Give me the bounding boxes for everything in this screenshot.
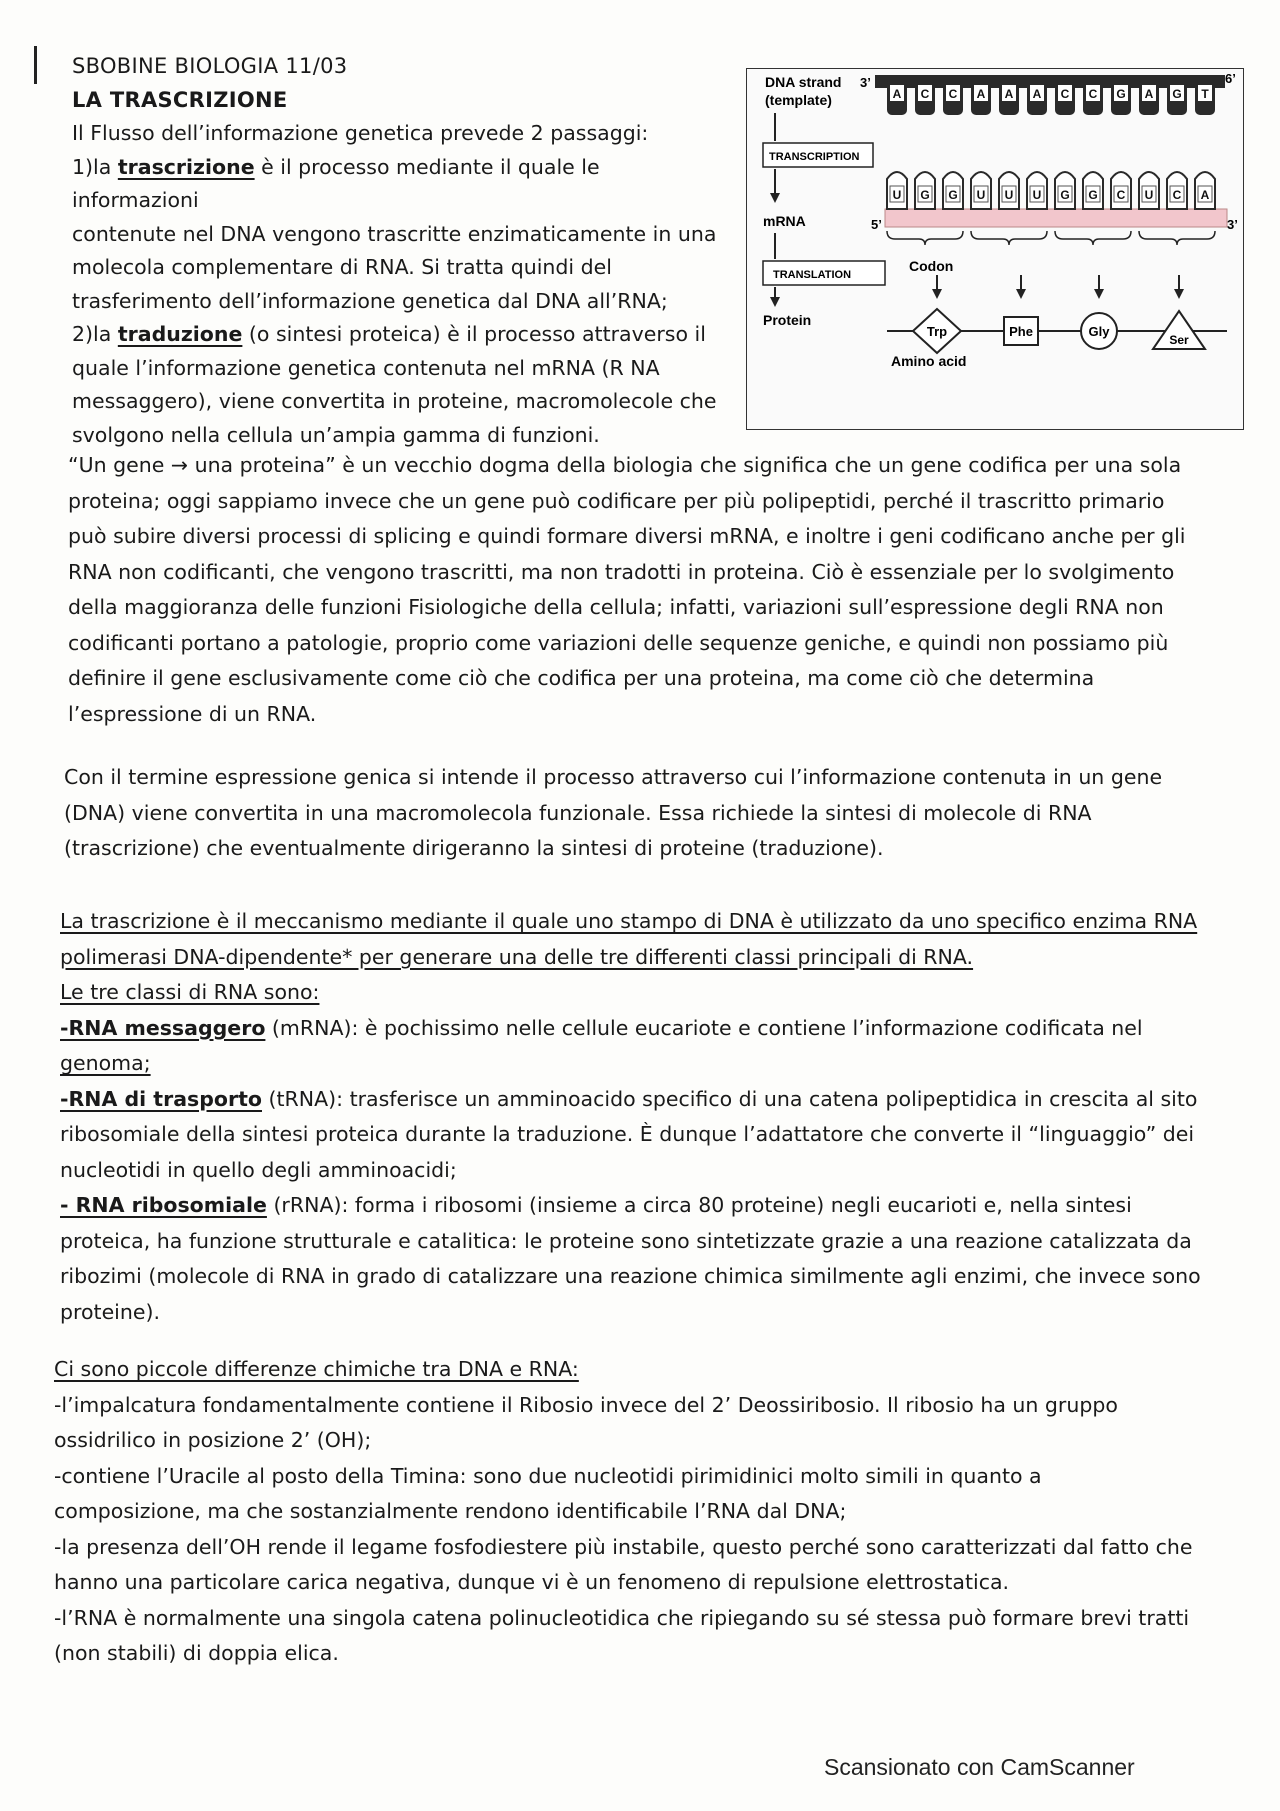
amino-acid-ser: Ser — [1169, 333, 1189, 347]
mrna-base-letter: G — [920, 188, 930, 202]
dna-base — [943, 79, 963, 115]
transcription-label: TRANSCRIPTION — [769, 151, 860, 163]
text-line: Con il termine espressione genica si intende il processo attraverso cui l’informazione contenuta in un gene — [64, 765, 1163, 789]
document-title: SBOBINE BIOLOGIA 11/03 — [72, 54, 348, 78]
dna-base-letter: C — [948, 87, 958, 101]
codon-brace — [887, 231, 963, 245]
text-line: (trascrizione) che eventualmente dirigeranno la sintesi di proteine (traduzione). — [64, 836, 884, 860]
intro-line: messaggero), viene convertita in proteine, macromolecole che — [72, 389, 717, 413]
text-line: può subire diversi processi di splicing e quindi formare diversi mRNA, e inoltre i geni codificano anche per gli — [68, 524, 1186, 548]
mrna-base — [971, 172, 991, 209]
dna-base — [1027, 79, 1047, 115]
text-line: nucleotidi in quello degli amminoacidi; — [60, 1157, 457, 1182]
dna-base-letter: C — [1088, 87, 1098, 101]
text-line: “Un gene → una proteina” è un vecchio dogma della biologia che significa che un gene codifica per una sola — [68, 453, 1182, 477]
dna-base-letter: C — [1060, 87, 1070, 101]
mrna-base-letter: C — [1116, 188, 1126, 202]
intro-line: svolgono nella cellula un’ampia gamma di funzioni. — [72, 422, 600, 447]
codon-label: Codon — [909, 258, 954, 274]
intro-line: quale l’informazione genetica contenuta nel mRNA (R NA — [72, 355, 660, 380]
mrna-base — [943, 172, 963, 209]
mrna-5-end-label: 5’ — [871, 217, 882, 232]
intro-section — [72, 50, 732, 452]
mrna-strip — [885, 209, 1227, 227]
dna-base-letter: A — [1144, 87, 1154, 101]
text-line: hanno una particolare carica negativa, dunque vi è un fenomeno di repulsione elettrostatica. — [54, 1570, 1010, 1594]
amino-acid-label: Amino acid — [891, 353, 967, 369]
codon-brace — [1139, 231, 1215, 245]
mrna-base-letter: U — [1032, 188, 1042, 202]
amino-acid-gly: Gly — [1088, 324, 1110, 339]
dna-base — [1055, 79, 1075, 115]
protein-label: Protein — [763, 312, 812, 328]
text-line: (non stabili) di doppia elica. — [54, 1641, 339, 1665]
dna-base — [999, 79, 1019, 115]
dna-base — [1195, 79, 1215, 115]
dna-base — [971, 79, 991, 115]
dna-template-label: (template) — [765, 92, 832, 108]
dna-base-letter: T — [1201, 87, 1209, 101]
mrna-label: mRNA — [763, 213, 806, 229]
mrna-bases — [887, 172, 1215, 209]
mrna-3-end-label: 3’ — [1227, 217, 1238, 232]
text-line: -contiene l’Uracile al posto della Timina: sono due nucleotidi pirimidinici molto simili in quanto a — [54, 1463, 1042, 1488]
intro-line: 1)la trascrizione è il processo mediante il quale le informazioni — [72, 154, 600, 212]
translation-label: TRANSLATION — [773, 269, 852, 281]
dna-3-end-label: 3’ — [860, 75, 871, 90]
mrna-base — [1083, 172, 1103, 209]
mrna-base-letter: U — [1004, 188, 1014, 202]
amino-acid-trp: Trp — [926, 324, 948, 339]
arrow-head-icon — [770, 297, 780, 307]
text-line: La trascrizione è il meccanismo mediante il quale uno stampo di DNA è utilizzato da uno specifico enzima RNA — [60, 909, 1198, 933]
mrna-base — [1111, 172, 1131, 209]
transcription-paragraph — [60, 904, 1220, 1330]
text-line: -RNA messaggero (mRNA): è pochissimo nelle cellule eucariote e contiene l’informazione codificata nel — [60, 1015, 1143, 1040]
dna-base-letter: G — [1172, 87, 1182, 101]
mrna-base-letter: G — [948, 188, 958, 202]
intro-line: Il Flusso dell’informazione genetica prevede 2 passaggi: — [72, 121, 649, 145]
intro-line: molecola complementare di RNA. Si tratta quindi del — [72, 255, 612, 279]
mrna-base — [1055, 172, 1075, 209]
codon-braces — [887, 231, 1215, 245]
margin-mark — [34, 46, 37, 84]
mrna-base — [999, 172, 1019, 209]
arrow-head-icon — [1094, 289, 1104, 299]
codon-brace — [971, 231, 1047, 245]
dna-base-letter: A — [1004, 87, 1014, 101]
dna-base — [1083, 79, 1103, 115]
text-line: RNA non codificanti, che vengono trascritti, ma non tradotti in proteina. Ciò è essenziale per lo svolgimento — [68, 559, 1175, 584]
gene-expression-paragraph — [64, 760, 1214, 867]
text-line: ribozimi (molecole di RNA in grado di catalizzare una reazione chimica similmente agli enzimi, che invece sono — [60, 1264, 1201, 1288]
text-line: della maggioranza delle funzioni Fisiologiche della cellula; infatti, variazioni sull’espressione degli RNA non — [68, 595, 1164, 619]
gene-dogma-paragraph — [68, 448, 1208, 732]
intro-line: trasferimento dell’informazione genetica dal DNA all’RNA; — [72, 288, 668, 313]
text-line: Ci sono piccole differenze chimiche tra DNA e RNA: — [54, 1357, 579, 1381]
scanner-watermark: Scansionato con CamScanner — [824, 1754, 1135, 1780]
text-line: -RNA di trasporto (tRNA): trasferisce un amminoacido specifico di una catena polipeptidica in crescita al sito — [60, 1086, 1198, 1111]
text-line: codificanti portano a patologie, proprio come variazioni delle sequenze geniche, e quindi non possiamo più — [68, 630, 1169, 655]
dna-base-letter: C — [920, 87, 930, 101]
arrow-head-icon — [1016, 289, 1026, 299]
intro-line: 2)la traduzione (o sintesi proteica) è il processo attraverso il — [72, 322, 706, 346]
dna-base-letter: A — [1032, 87, 1042, 101]
transcription-translation-figure — [746, 68, 1244, 430]
dna-base-letter: A — [892, 87, 902, 101]
mrna-base — [1139, 172, 1159, 209]
dna-base — [1139, 79, 1159, 115]
codon-to-amino-arrows — [932, 275, 1184, 299]
dna-base — [1111, 79, 1131, 115]
text-line: proteica, ha funzione strutturale e catalitica: le proteine sono sintetizzate grazie a una reazione catalizzata da — [60, 1228, 1192, 1253]
arrow-head-icon — [770, 193, 780, 203]
text-line: ossidrilico in posizione 2’ (OH); — [54, 1428, 372, 1452]
mrna-base-letter: U — [976, 188, 986, 202]
text-line: genoma; — [60, 1051, 151, 1075]
amino-acid-phe: Phe — [1009, 324, 1033, 339]
mrna-base-letter: G — [1060, 188, 1070, 202]
dna-base-letter: A — [976, 87, 986, 101]
text-line: - RNA ribosomiale (rRNA): forma i ribosomi (insieme a circa 80 proteine) negli eucarioti e, nella sintesi — [60, 1193, 1132, 1217]
text-line: ribosomiale della sintesi proteica durante la traduzione. È dunque l’adattatore che converte il “linguaggio” dei — [60, 1122, 1195, 1146]
dna-base — [1167, 79, 1187, 115]
arrow-head-icon — [1174, 289, 1184, 299]
mrna-base-letter: G — [1088, 188, 1098, 202]
dna-base — [915, 79, 935, 115]
intro-line: contenute nel DNA vengono trascritte enzimaticamente in una — [72, 221, 717, 246]
text-line: l’espressione di un RNA. — [68, 701, 317, 726]
dna-rna-differences-paragraph — [54, 1352, 1224, 1672]
mrna-base — [1167, 172, 1187, 209]
mrna-base — [915, 172, 935, 209]
mrna-base-letter: U — [1144, 188, 1154, 202]
text-line: composizione, ma che sostanzialmente rendono identificabile l’RNA dal DNA; — [54, 1499, 847, 1523]
text-line: definire il gene esclusivamente come ciò che codifica per una proteina, ma come ciò che determina — [68, 666, 1095, 690]
dna-6-end-label: 6’ — [1225, 71, 1236, 86]
text-line: -l’RNA è normalmente una singola catena polinucleotidica che ripiegando su sé stessa può formare brevi tratti — [54, 1605, 1190, 1630]
dna-base-letter: G — [1116, 87, 1126, 101]
dna-strand-label: DNA strand — [765, 74, 842, 90]
text-line: -la presenza dell’OH rende il legame fosfodiestere più instabile, questo perché sono caratterizzati dal fatto che — [54, 1534, 1193, 1559]
section-title: LA TRASCRIZIONE — [72, 87, 288, 112]
mrna-base-letter: U — [892, 188, 902, 202]
codon-brace — [1055, 231, 1131, 245]
text-line: (DNA) viene convertita in una macromolecola funzionale. Essa richiede la sintesi di molecole di RNA — [64, 800, 1092, 825]
text-line: proteina; oggi sappiamo invece che un gene può codificare per più polipeptidi, perché il trascritto primario — [68, 488, 1165, 513]
text-line: polimerasi DNA-dipendente* per generare una delle tre differenti classi principali di RNA. — [60, 944, 974, 969]
arrow-head-icon — [932, 289, 942, 299]
text-line: proteine). — [60, 1299, 160, 1324]
mrna-base — [1027, 172, 1047, 209]
mrna-base-letter: C — [1172, 188, 1182, 202]
text-line: -l’impalcatura fondamentalmente contiene il Ribosio invece del 2’ Deossiribosio. Il ribosio ha un gruppo — [54, 1392, 1118, 1417]
mrna-base — [887, 172, 907, 209]
dna-base — [887, 79, 907, 115]
text-line: Le tre classi di RNA sono: — [60, 980, 320, 1004]
mrna-base — [1195, 172, 1215, 209]
mrna-base-letter: A — [1200, 188, 1210, 202]
